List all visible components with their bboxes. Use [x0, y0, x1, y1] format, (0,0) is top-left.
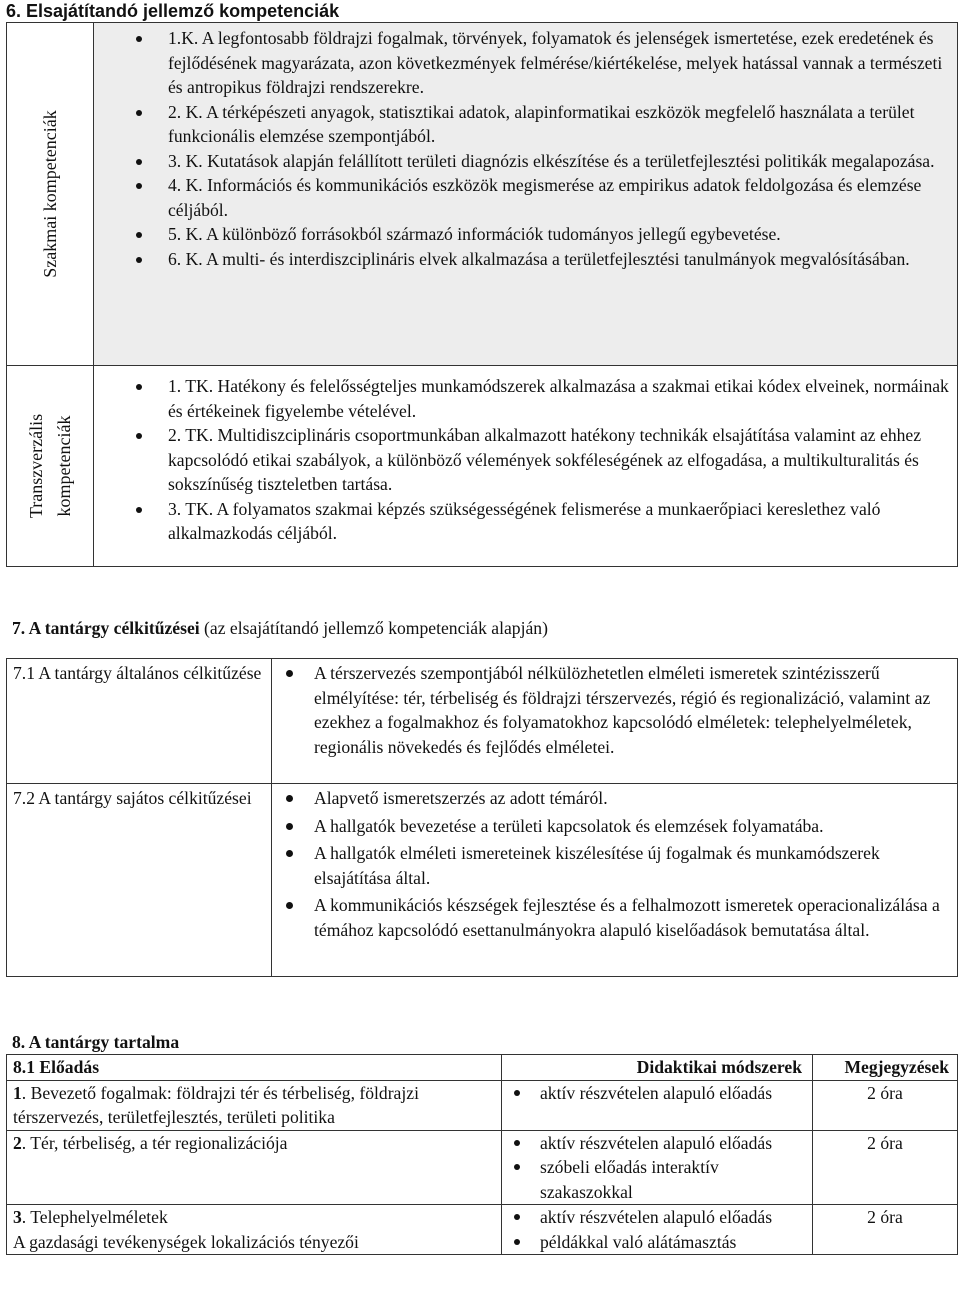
- table-row: [7, 1130, 958, 1205]
- transversal-competences-list-cell: [94, 366, 958, 567]
- content-header-row: [7, 1055, 958, 1081]
- table-row: [7, 1205, 958, 1255]
- list-item: A kommunikációs készségek fejlesztése és a felhalmozott ismeretek operacionalizálása a témához kapcsolódó esettanulmányokra alapuló kiselőadások bemutatása által.: [278, 893, 951, 942]
- general-objective-cell: [272, 659, 958, 784]
- transversal-label-line1: Transzverzális: [26, 413, 46, 519]
- transversal-competences-list: [94, 374, 957, 546]
- topic-number: 1: [13, 1082, 22, 1103]
- professional-label-cell: [7, 23, 94, 366]
- topic-title: . Telephelyelméletek: [21, 1207, 168, 1227]
- topic-number: 2: [13, 1132, 22, 1153]
- list-item: Alapvető ismeretszerzés az adott témáról.: [278, 786, 951, 811]
- list-item: 5. K. A különböző forrásokból származó információk tudományos jellegű egybevetése.: [94, 222, 957, 247]
- specific-objectives-list: [278, 786, 951, 942]
- professional-competences-list: [94, 26, 957, 271]
- objectives-table: [6, 658, 958, 977]
- section-8-heading: 8. A tantárgy tartalma: [12, 1032, 180, 1052]
- transversal-competences-row: [7, 366, 958, 567]
- list-item: aktív részvételen alapuló előadás: [502, 1131, 812, 1156]
- transversal-competences-label: [22, 414, 78, 518]
- topic-title: . Tér, térbeliség, a tér regionalizációja: [21, 1132, 288, 1153]
- topic-cell: [7, 1080, 502, 1130]
- list-item: aktív részvételen alapuló előadás: [502, 1081, 812, 1106]
- methods-header: Didaktikai módszerek: [502, 1055, 813, 1081]
- section-7-heading: [12, 616, 548, 640]
- list-item: 2. TK. Multidiszciplináris csoportmunkában alkalmazott hatékony technikák elsajátítása valamint az ehhez kapcsolódó etikai szabályok, a különböző vélemények sokféleségének az elfogadása, a multikulturalitás és sokszínűség tiszteletben tartása.: [94, 423, 957, 497]
- list-item: 1.K. A legfontosabb földrajzi fogalmak, törvények, folyamatok és jelenségek ismertetése, ezek eredetének és fejlődésének magyarázata, azon következmények felmérése/kiértékelése, melyek hatással vannak a természeti és antropikus földrajzi rendszerekre.: [94, 26, 957, 100]
- professional-competences-list-cell: [94, 23, 958, 366]
- note-cell: 2 óra: [813, 1130, 958, 1205]
- topic-number: 3: [13, 1207, 22, 1227]
- content-table: [6, 1054, 958, 1255]
- topic-cell: [7, 1205, 502, 1255]
- list-item: 1. TK. Hatékony és felelősségteljes munkamódszerek alkalmazása a szakmai etikai kódex elveinek, normáinak és értékeinek figyelembe vételével.: [94, 374, 957, 423]
- list-item: 6. K. A multi- és interdiszciplináris elvek alkalmazása a területfejlesztési tanulmányok megvalósításában.: [94, 247, 957, 272]
- list-item: példákkal való alátámasztás: [502, 1230, 812, 1255]
- note-cell: 2 óra: [813, 1205, 958, 1255]
- methods-cell: [502, 1080, 813, 1130]
- specific-objectives-label: 7.2 A tantárgy sajátos célkitűzései: [7, 784, 272, 977]
- list-item: 3. TK. A folyamatos szakmai képzés szükségességének felismerése a munkaerőpiaci kereslethez való alkalmazkodás céljából.: [94, 497, 957, 546]
- list-item: A hallgatók elméleti ismereteinek kiszélesítése új fogalmak és munkamódszerek elsajátítása által.: [278, 841, 951, 890]
- list-item: 3. K. Kutatások alapján felállított területi diagnózis elkészítése és a területfejlesztési politikák megalapozása.: [94, 149, 957, 174]
- section-7-heading-rest: (az elsajátítandó jellemző kompetenciák alapján): [199, 618, 548, 638]
- list-item: A hallgatók bevezetése a területi kapcsolatok és elemzések folyamatába.: [278, 814, 951, 839]
- specific-objectives-row: [7, 784, 958, 977]
- list-item: aktív részvételen alapuló előadás: [502, 1205, 812, 1230]
- list-item: 2. K. A térképészeti anyagok, statisztikai adatok, alapinformatikai eszközök megfelelő használata a terület funkcionális elemzése szempontjából.: [94, 100, 957, 149]
- list-item: szóbeli előadás interaktív szakaszokkal: [502, 1155, 812, 1204]
- methods-cell: [502, 1205, 813, 1255]
- methods-cell: [502, 1130, 813, 1205]
- professional-competences-label: Szakmai kompetenciák: [40, 110, 60, 278]
- note-cell: 2 óra: [813, 1080, 958, 1130]
- competences-table: [6, 22, 958, 567]
- general-objective-row: [7, 659, 958, 784]
- table-row: [7, 1080, 958, 1130]
- lecture-header: 8.1 Előadás: [7, 1055, 502, 1081]
- topic-title: . Bevezető fogalmak: földrajzi tér és térbeliség, földrajzi térszervezés, területfejlesztés, területi politika: [13, 1082, 419, 1127]
- methods-list: [502, 1205, 812, 1254]
- methods-list: [502, 1131, 812, 1205]
- transversal-label-cell: [7, 366, 94, 567]
- list-item: A térszervezés szempontjából nélkülözhetetlen elméleti ismeretek szintézisszerű elmélyítése: tér, térbeliség és földrajzi térszervezés, régió és regionalizáció, valamint az ezekhez a fogalmakhoz és folyamatokhoz kapcsolódó elméletek: telephelyelméletek, regionális növekedés és fejlődés elméletei.: [278, 661, 951, 759]
- section-7-heading-bold: 7. A tantárgy célkitűzései: [12, 618, 200, 638]
- notes-header: Megjegyzések: [813, 1055, 958, 1081]
- general-objective-label: 7.1 A tantárgy általános célkitűzése: [7, 659, 272, 784]
- professional-competences-row: [7, 23, 958, 366]
- section-6-heading: 6. Elsajátítandó jellemző kompetenciák: [6, 1, 340, 21]
- list-item: 4. K. Információs és kommunikációs eszközök megismerése az empirikus adatok feldolgozása és elemzése céljából.: [94, 173, 957, 222]
- general-objective-list: [278, 661, 951, 759]
- topic-cell: [7, 1130, 502, 1205]
- methods-list: [502, 1081, 812, 1106]
- specific-objectives-cell: [272, 784, 958, 977]
- transversal-label-line2: kompetenciák: [54, 415, 74, 517]
- topic-subtitle: A gazdasági tevékenységek lokalizációs tényezői: [13, 1231, 359, 1252]
